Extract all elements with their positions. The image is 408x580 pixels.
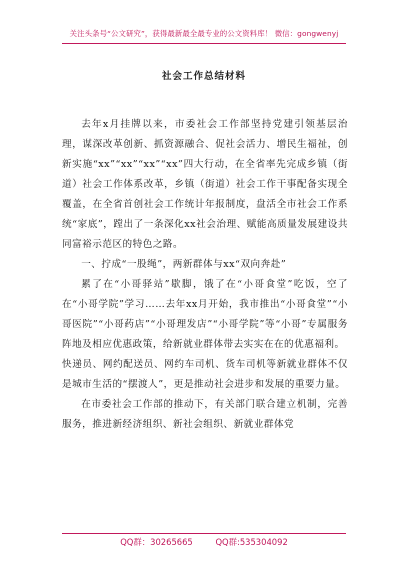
document-title: 社会工作总结材料 — [161, 71, 246, 82]
header-banner: 关注头条号“公文研究”，获得最新最全最专业的公文资料库！ 微信：gongwenyj — [69, 29, 339, 38]
body-paragraph: 累了在“小哥驿站”歇脚，饿了在“小哥食堂”吃饭，空了在“小哥学院”学习……去年xx月开始，我市推出“小哥食堂”“小哥医院”“小哥药店”“小哥理发店”“小哥学院”等“小哥”专属服务阵地及相应优惠政策，给新就业群体带去实实在在的优惠福利。 — [62, 279, 348, 350]
section-heading: 一、拧成“一股绳”，两新群体与xx“双向奔赴” — [81, 259, 287, 270]
header-divider — [62, 43, 346, 44]
body-paragraph: 去年x月挂牌以来，市委社会工作部坚持党建引领基层治理，谋深改革创新、抓资源融合、促社会活力、增民生福祉，创新实施“xx”“xx”“xx”“xx”四大行动，在全省率先完成乡镇（街道）社会工作体系改革，乡镇（街道）社会工作干事配备实现全覆盖，在全省首创社会工作统计年报制度，盘活全市社会工作系统“家底”，蹚出了一条深化xx社会治理、赋能高质量发展建设共同富裕示范区的特色之路。 — [62, 119, 348, 250]
document-body — [62, 115, 348, 435]
footer-divider — [62, 533, 346, 534]
footer-qq-group-1: QQ群：30265665 — [120, 537, 193, 547]
body-paragraph: 快递员、网约配送员、网约车司机、货车司机等新就业群体不仅是城市生活的“摆渡人”，更是推动社会进步和发展的重要力量。 — [62, 359, 348, 390]
footer-qq-group-2: QQ群:535304092 — [215, 537, 288, 547]
body-paragraph: 在市委社会工作部的推动下，有关部门联合建立机制，完善服务，推进新经济组织、新社会组织、新就业群体党 — [62, 399, 348, 430]
footer-contacts — [0, 536, 408, 548]
